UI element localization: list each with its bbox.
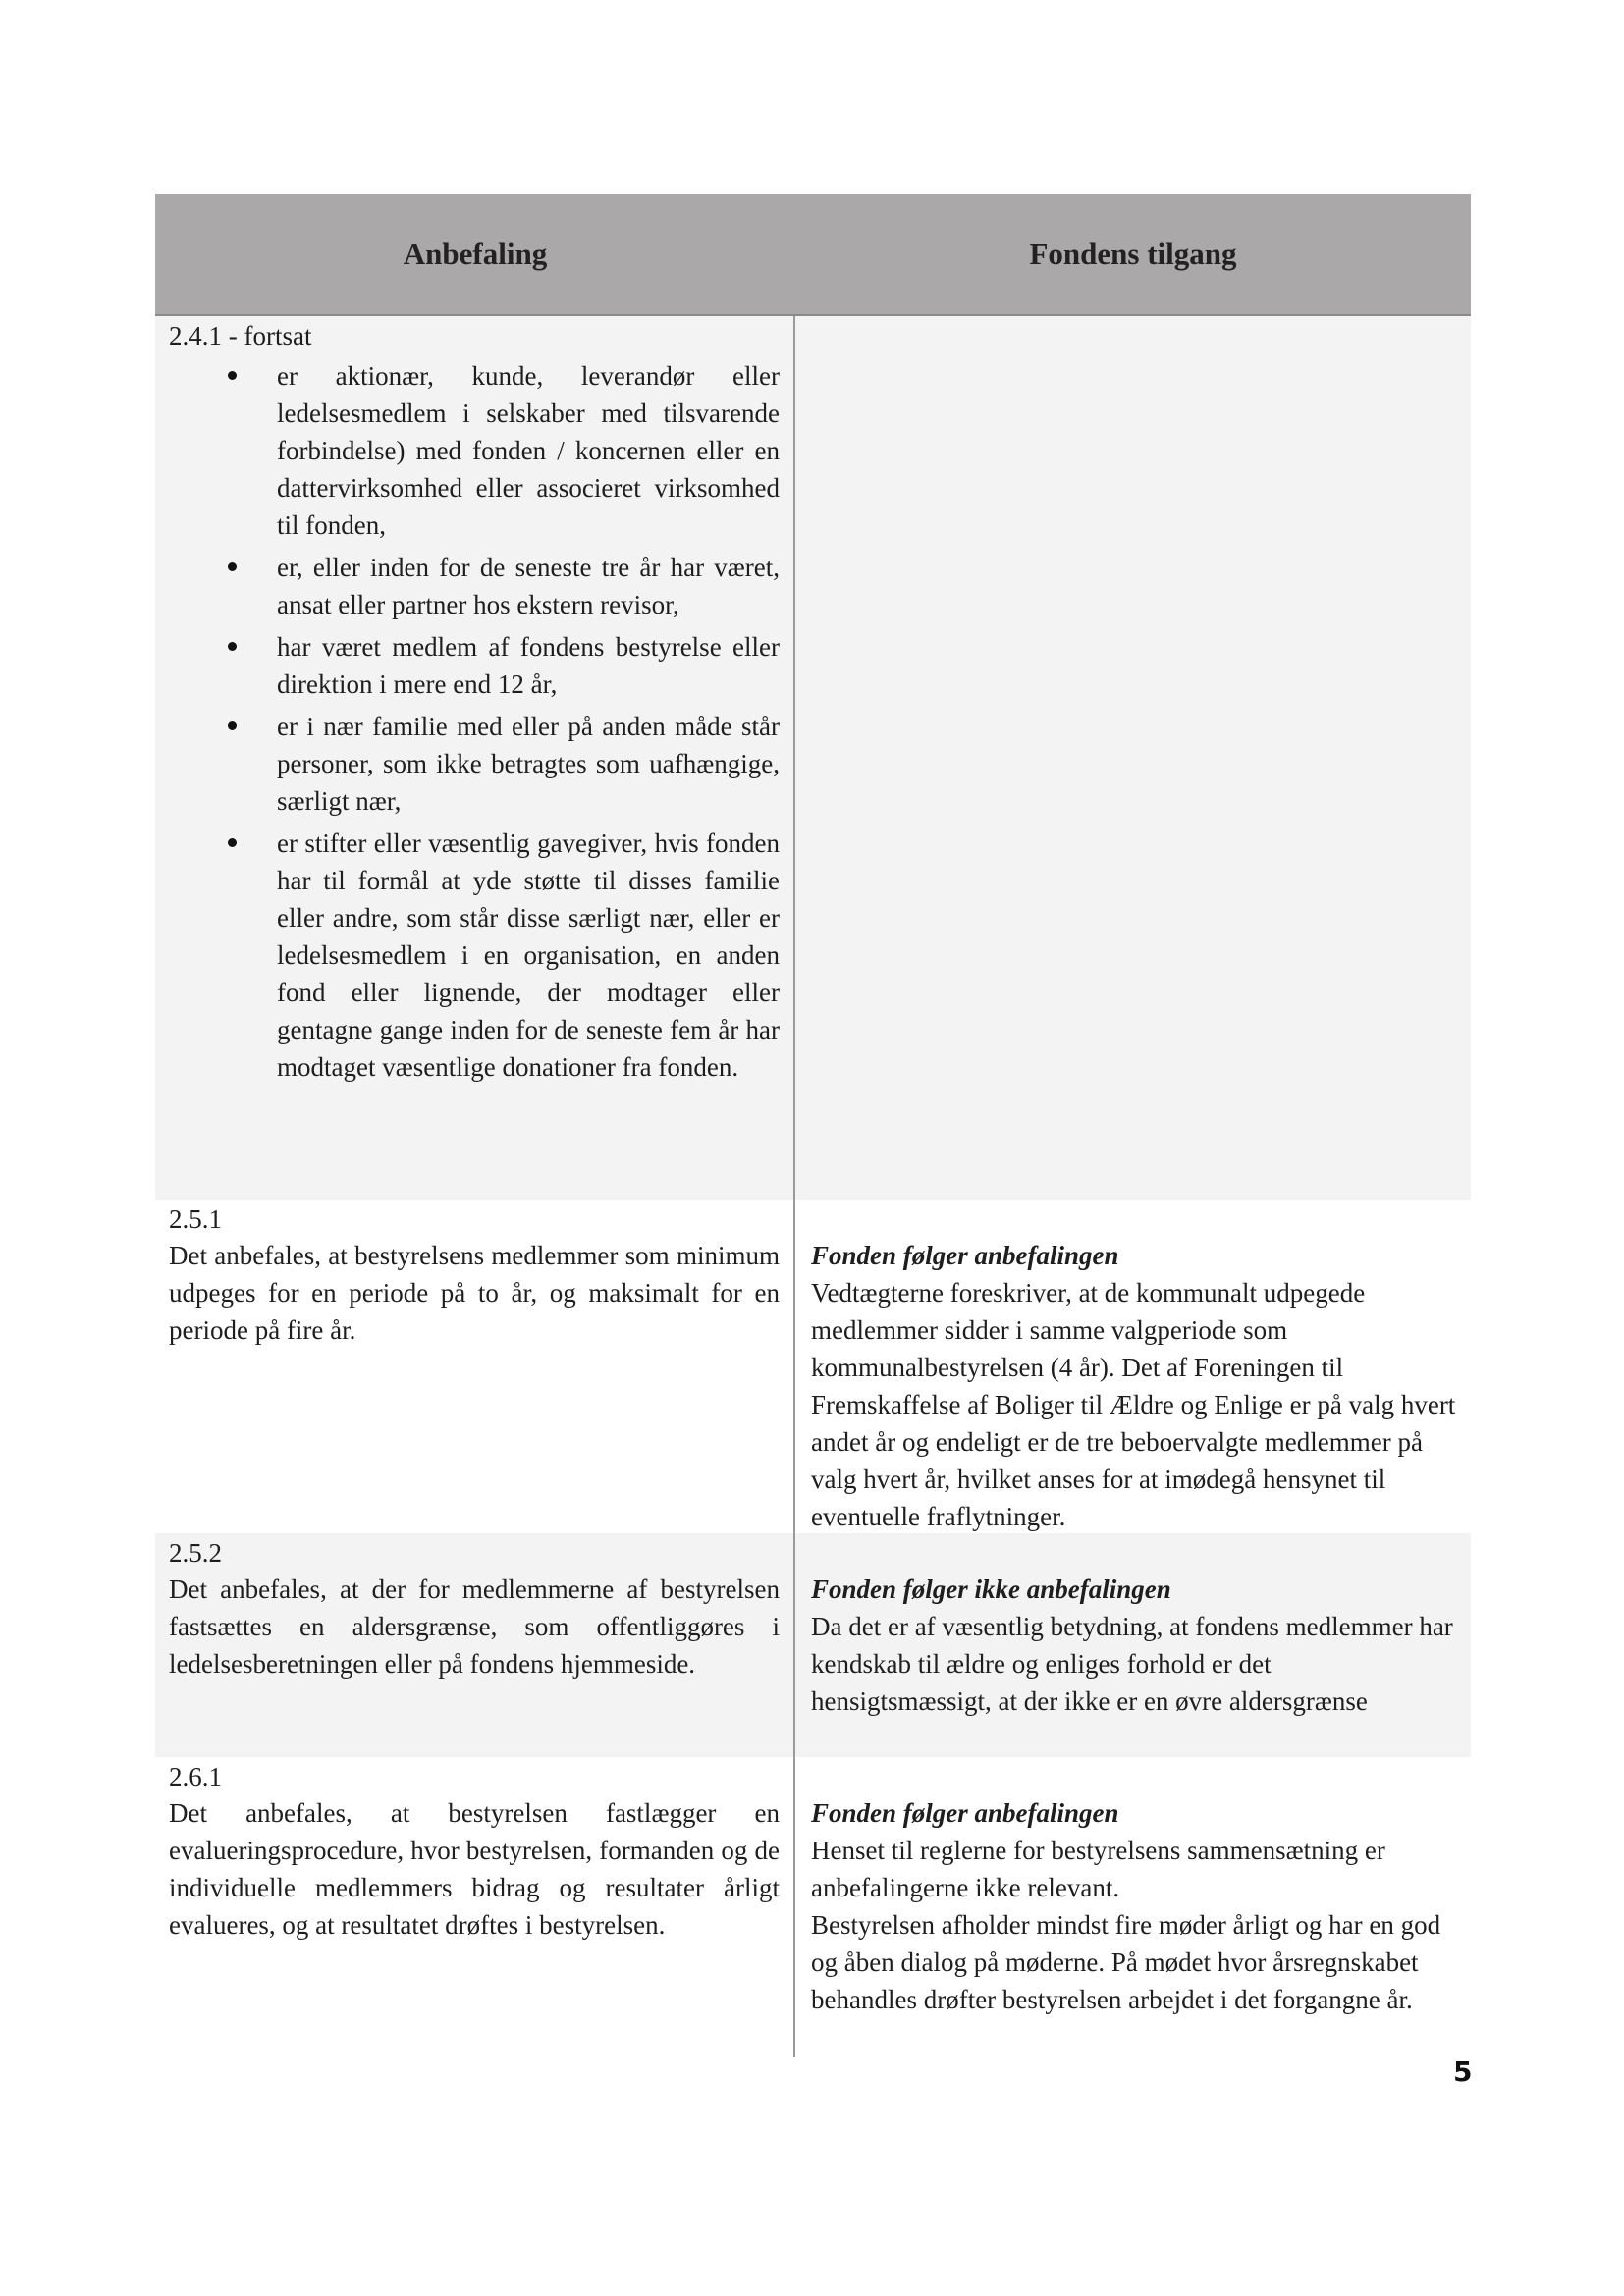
- bullet-icon: [228, 562, 237, 571]
- header-anbefaling: Anbefaling: [403, 237, 548, 271]
- bullet-icon: [228, 838, 237, 847]
- recommendation-number: 2.4.1 - fortsat: [169, 321, 312, 350]
- list-item: er stifter eller væsentlig gavegiver, hvis fonden har til formål at yde støtte til disses familie eller andre, som står disse særligt nær, eller er ledelsesmedlem i en organisation, en anden fond eller lignende, der modtager eller gentagne gange inden for de seneste fem år har modtaget væsentlige donationer fra fonden.: [277, 825, 780, 1086]
- recommendation-number: 2.5.2: [169, 1538, 222, 1568]
- response-text: Da det er af væsentlig betydning, at fondens medlemmer har kendskab til ældre og enliges forhold er det hensigtsmæssigt, at der ikke er en øvre aldersgrænse: [811, 1612, 1453, 1716]
- criteria-list: [169, 357, 780, 1086]
- recommendation-text: Det anbefales, at der for medlemmerne af bestyrelsen fastsættes en aldersgrænse, som offentliggøres i ledelsesberetningen eller på fondens hjemmeside.: [169, 1575, 780, 1679]
- header-fondens-tilgang: Fondens tilgang: [1029, 237, 1237, 271]
- bullet-icon: [228, 642, 237, 651]
- list-item: er, eller inden for de seneste tre år har været, ansat eller partner hos ekstern revisor,: [277, 549, 780, 623]
- response-text: Vedtægterne foreskriver, at de kommunalt udpegede medlemmer sidder i samme valgperiode som kommunalbestyrelsen (4 år). Det af Foreningen til Fremskaffelse af Boliger til Ældre og Enlige er på valg hvert andet år og endeligt er de tre beboervalgte medlemmer på valg hvert år, hvilket anses for at imødegå hensynet til eventuelle fraflytninger.: [811, 1278, 1456, 1531]
- recommendations-table: [155, 194, 1471, 2057]
- response-cell: [795, 1200, 1471, 1533]
- list-item: er aktionær, kunde, leverandør eller ledelsesmedlem i selskaber med tilsvarende forbindelse) med fonden / koncernen eller en dattervirksomhed eller associeret virksomhed til fonden,: [277, 357, 780, 544]
- table-row-2-4-1: [155, 316, 1471, 1200]
- recommendation-cell: [155, 1533, 795, 1757]
- compliance-status: Fonden følger anbefalingen: [811, 1241, 1119, 1270]
- table-row-2-5-1: [155, 1200, 1471, 1533]
- response-cell: [795, 1533, 1471, 1757]
- response-text: Henset til reglerne for bestyrelsens sammensætning er anbefalingerne ikke relevant.: [811, 1836, 1385, 1902]
- bullet-icon: [228, 371, 237, 380]
- list-item: er i nær familie med eller på anden måde står personer, som ikke betragtes som uafhængige, særligt nær,: [277, 708, 780, 820]
- recommendation-text: Det anbefales, at bestyrelsens medlemmer som minimum udpeges for en periode på to år, og maksimalt for en periode på fire år.: [169, 1241, 780, 1345]
- page-number: 5: [1453, 2056, 1473, 2088]
- table-row-2-6-1: [155, 1757, 1471, 2057]
- response-cell: [795, 1757, 1471, 2057]
- table-header: [155, 194, 1471, 316]
- recommendation-number: 2.5.1: [169, 1204, 222, 1234]
- recommendation-cell: [155, 1757, 795, 2057]
- bullet-icon: [228, 721, 237, 730]
- response-text: Bestyrelsen afholder mindst fire møder årligt og har en god og åben dialog på møderne. På mødet hvor årsregnskabet behandles drøfter bestyrelsen arbejdet i det forgangne år.: [811, 1910, 1441, 2014]
- list-item: har været medlem af fondens bestyrelse eller direktion i mere end 12 år,: [277, 628, 780, 703]
- recommendation-cell: [155, 316, 795, 1200]
- table-row-2-5-2: [155, 1533, 1471, 1757]
- recommendation-number: 2.6.1: [169, 1762, 222, 1791]
- recommendation-text: Det anbefales, at bestyrelsen fastlægger en evalueringsprocedure, hvor bestyrelsen, formanden og de individuelle medlemmers bidrag og resultater årligt evalueres, og at resultatet drøftes i bestyrelsen.: [169, 1798, 780, 1940]
- compliance-status: Fonden følger anbefalingen: [811, 1798, 1119, 1828]
- recommendation-cell: [155, 1200, 795, 1533]
- response-cell-empty: [795, 316, 1471, 1200]
- compliance-status: Fonden følger ikke anbefalingen: [811, 1575, 1171, 1604]
